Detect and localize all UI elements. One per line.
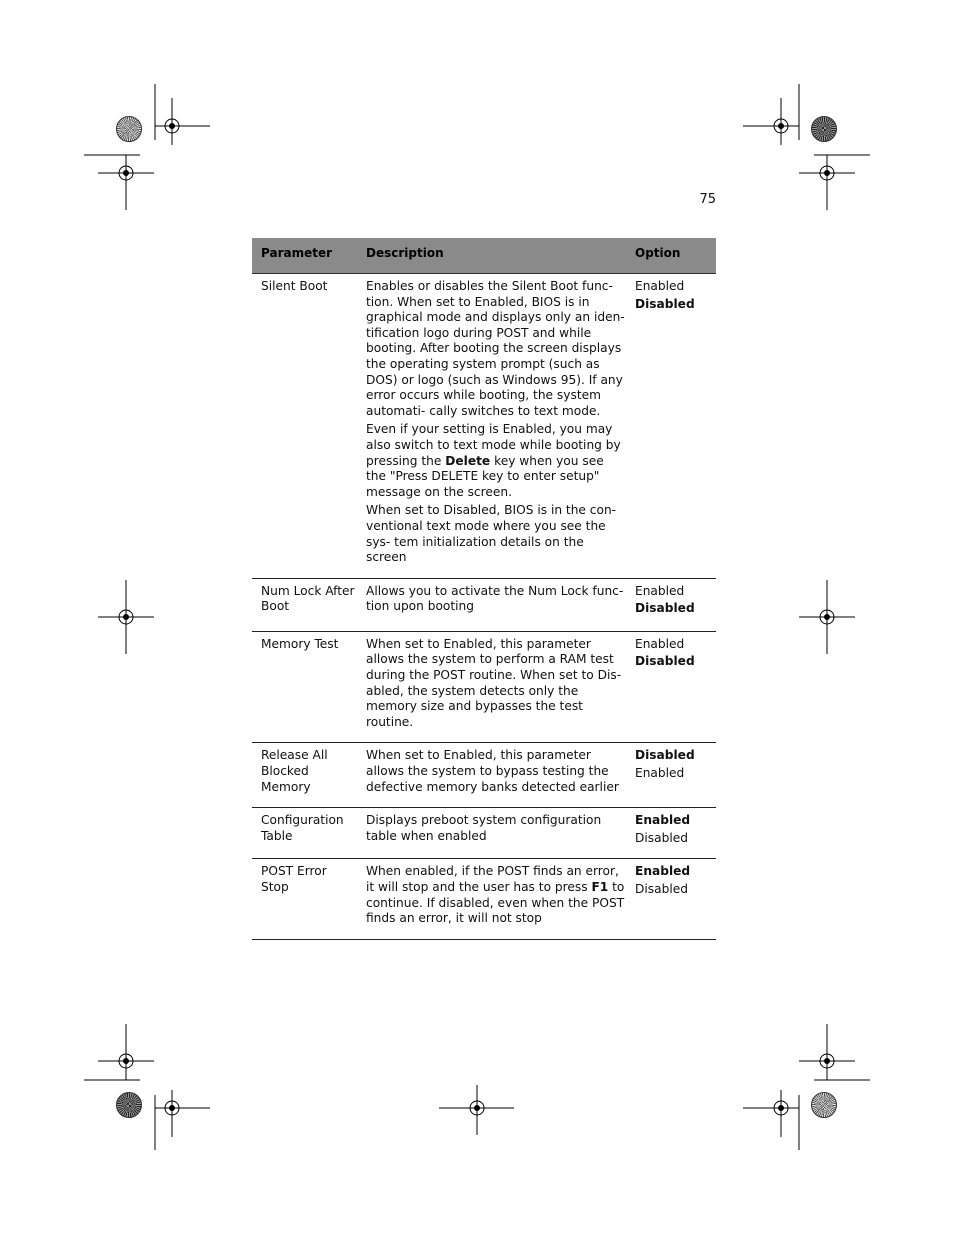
option-default: Disabled <box>635 601 695 616</box>
table-row <box>252 859 716 939</box>
option-value: Disabled <box>635 830 688 845</box>
bios-parameter-table <box>252 238 716 940</box>
parameter-cell: Num Lock After Boot <box>252 578 357 631</box>
parameter-cell: POST Error Stop <box>252 859 357 939</box>
option-value: Enabled <box>635 279 685 293</box>
description-paragraph: Even if your setting is Enabled, you may also switch to text mode while booting by pressing the Delete key when you see the "Press DELETE key to enter setup" message on the screen. <box>366 422 621 499</box>
option-cell <box>626 274 716 579</box>
header-option: Option <box>626 238 716 274</box>
option-cell <box>626 578 716 631</box>
option-cell <box>626 808 716 859</box>
description-cell: When set to Enabled, this parameter allows the system to perform a RAM test during the POST routine. When set to Dis- abled, the system detects only the memory size and bypasses the test routine. <box>357 631 626 743</box>
table-row <box>252 274 716 579</box>
parameter-cell: Release All Blocked Memory <box>252 743 357 808</box>
description-paragraph: Enables or disables the Silent Boot func- tion. When set to Enabled, BIOS is in graphical mode and displays only an iden- tification logo during POST and while booting. After booting the screen displays the operating system prompt (such as DOS) or logo (such as Windows 95). If any error occurs while booting, the system automati- cally switches to text mode. <box>366 279 625 418</box>
option-default: Disabled <box>635 296 695 311</box>
description-cell: Displays preboot system configuration table when enabled <box>357 808 626 859</box>
parameter-cell: Silent Boot <box>252 274 357 579</box>
table-row <box>252 808 716 859</box>
description-cell: When set to Enabled, this parameter allows the system to bypass testing the defective memory banks detected earlier <box>357 743 626 808</box>
description-cell <box>357 274 626 579</box>
table-row <box>252 743 716 808</box>
table-row <box>252 578 716 631</box>
table-header-row <box>252 238 716 274</box>
option-value: Disabled <box>635 882 688 896</box>
table-row <box>252 631 716 743</box>
option-cell <box>626 631 716 743</box>
registration-sunburst-icon <box>811 116 837 142</box>
option-cell <box>626 743 716 808</box>
registration-sunburst-icon <box>116 116 142 142</box>
parameter-cell: Memory Test <box>252 631 357 743</box>
page-number: 75 <box>699 192 716 207</box>
option-value: Enabled <box>635 636 685 651</box>
option-value: Enabled <box>635 583 685 598</box>
header-description: Description <box>357 238 626 274</box>
option-default: Enabled <box>635 864 691 879</box>
description-cell: When enabled, if the POST finds an error, it will stop and the user has to press F1 to continue. If disabled, even when the POST finds an error, it will not stop <box>357 859 626 939</box>
description-paragraph: When set to Disabled, BIOS is in the con- ventional text mode where you see the sys- tem initialization details on the screen <box>366 503 617 565</box>
option-default: Enabled <box>635 813 691 828</box>
registration-sunburst-icon <box>811 1092 837 1118</box>
description-cell: Allows you to activate the Num Lock func- tion upon booting <box>357 578 626 631</box>
option-value: Enabled <box>635 766 685 781</box>
parameter-cell: Configuration Table <box>252 808 357 859</box>
header-parameter: Parameter <box>252 238 357 274</box>
option-default: Disabled <box>635 654 695 669</box>
option-default: Disabled <box>635 748 695 763</box>
registration-sunburst-icon <box>116 1092 142 1118</box>
option-cell <box>626 859 716 939</box>
